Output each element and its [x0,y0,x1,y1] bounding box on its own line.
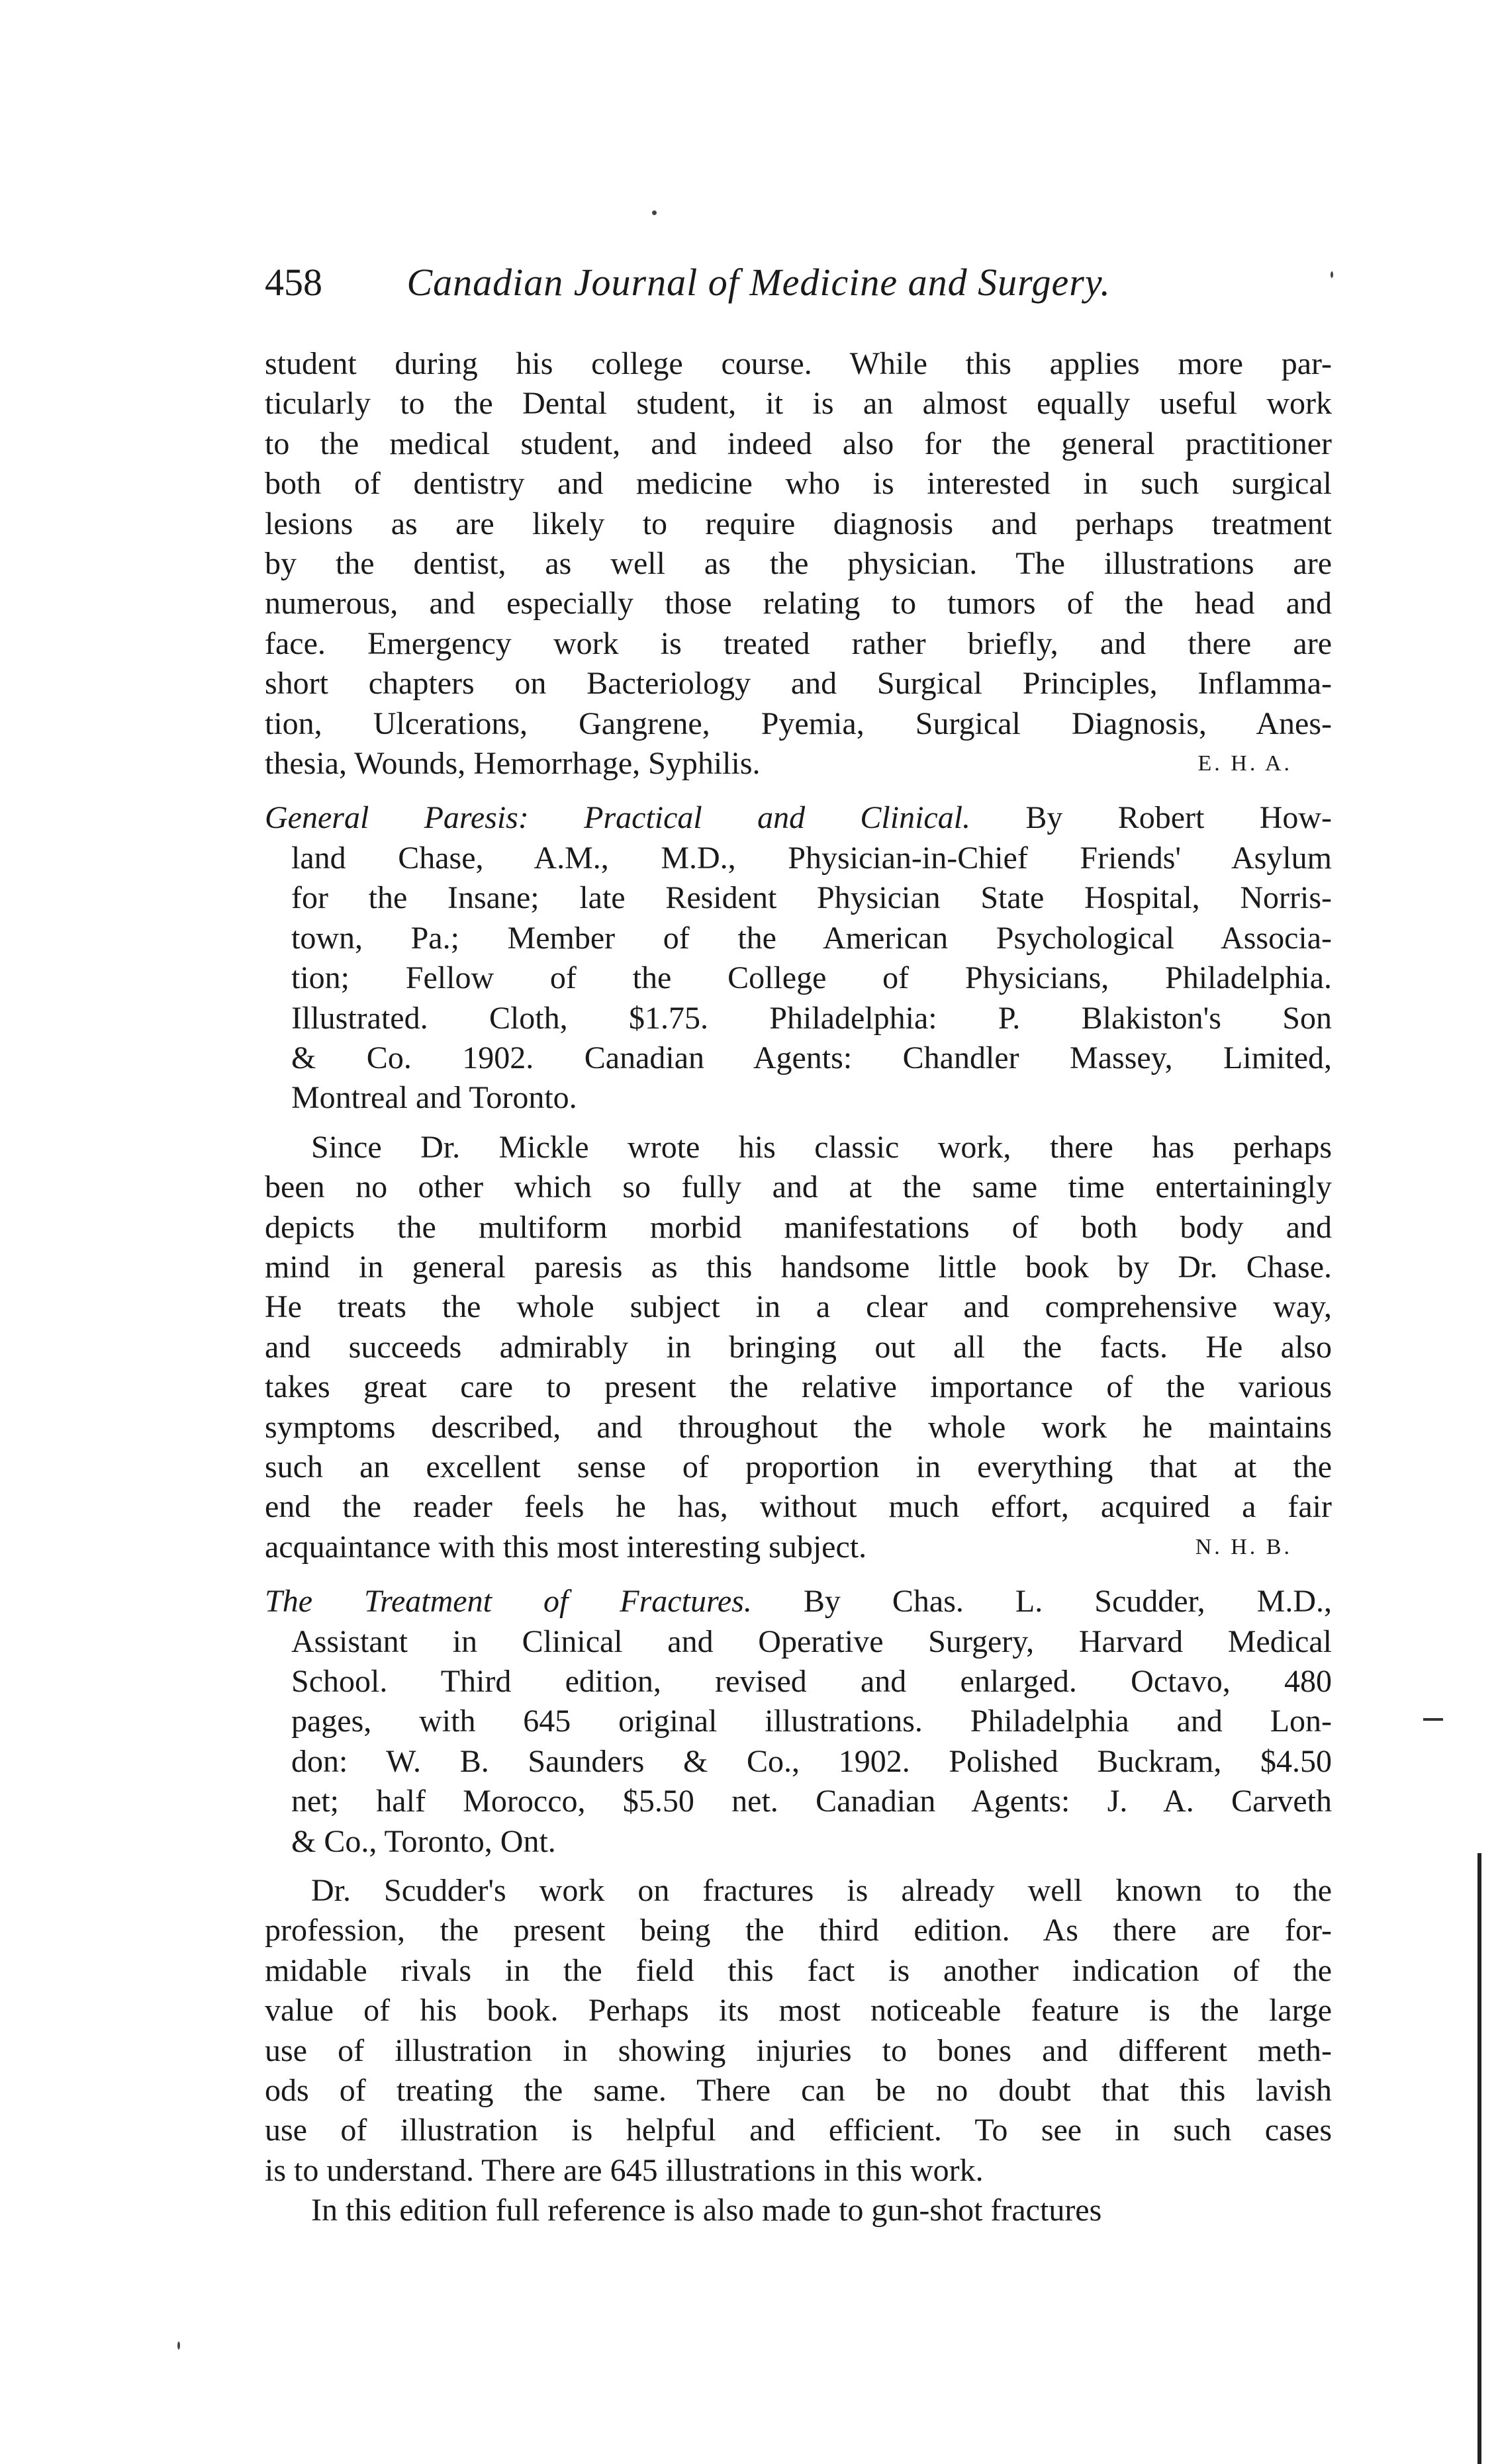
heading-line [265,1822,1332,1862]
heading-text: Assistant in Clinical and Operative Surgery, Harvard Medical [291,1623,1332,1659]
text-line: mind in general paresis as this handsome little book by Dr. Chase. [265,1249,1332,1285]
heading-line [265,999,1332,1038]
text-line: both of dentistry and medicine who is interested in such surgical [265,466,1332,502]
heading-line [265,878,1332,918]
ink-speck [177,2342,180,2350]
text-line: to the medical student, and indeed also for the general practitioner [265,426,1332,461]
heading-line [265,1662,1332,1702]
text-line: short chapters on Bacteriology and Surgical Principles, Inflamma- [265,666,1332,702]
heading-line [265,798,1332,838]
text-line: midable rivals in the field this fact is another indication of the [265,1952,1332,1988]
text-line: symptoms described, and throughout the whole work he maintains [265,1409,1332,1445]
text-line: use of illustration in showing injuries to bones and different meth- [265,2032,1332,2068]
review-body-treatment-of-fractures [265,1871,1332,2191]
heading-text: & Co., Toronto, Ont. [291,1823,556,1859]
ink-speck [652,210,657,215]
text-line: thesia, Wounds, Hemorrhage, Syphilis. E. H. A. [265,744,1332,784]
heading-text: & Co. 1902. Canadian Agents: Chandler Massey, Limited, [291,1040,1332,1075]
text-line: student during his college course. While this applies more par- [265,346,1332,381]
text-line: ticularly to the Dental student, it is an almost equally useful work [265,386,1332,422]
journal-title: Canadian Journal of Medicine and Surgery. [406,261,1111,304]
heading-text: By Chas. L. Scudder, M.D., [803,1584,1333,1620]
text-line: use of illustration is helpful and efficient. To see in such cases [265,2113,1332,2148]
text-line: acquaintance with this most interesting subject. N. H. B. [265,1528,1332,1567]
reviewer-initials: N. H. B. [1195,1534,1292,1559]
heading-line [265,958,1332,998]
review-heading-treatment-of-fractures [265,1582,1332,1862]
text-line: by the dentist, as well as the physician. The illustrations are [265,546,1332,582]
text-line: profession, the present being the third edition. As there are for- [265,1913,1332,1948]
running-head [265,259,1324,306]
margin-mark [1423,1718,1443,1721]
heading-text: Illustrated. Cloth, $1.75. Philadelphia: P. Blakiston's Son [291,1000,1332,1036]
heading-text: Montreal and Toronto. [291,1080,577,1116]
text-line: ods of treating the same. There can be no doubt that this lavish [265,2073,1332,2109]
text-line: value of his book. Perhaps its most noticeable feature is the large [265,1993,1332,2029]
text-line: such an excellent sense of proportion in everything that at the [265,1449,1332,1484]
heading-text: pages, with 645 original illustrations. Philadelphia and Lon- [291,1704,1332,1739]
text-line: end the reader feels he has, without much effort, acquired a fair [265,1489,1332,1525]
text-line: lesions as are likely to require diagnosis and perhaps treatment [265,506,1332,541]
text-line: numerous, and especially those relating to tumors of the head and [265,586,1332,621]
text-line: takes great care to present the relative importance of the various [265,1369,1332,1405]
heading-line [265,1702,1332,1741]
ink-speck [1331,271,1333,278]
heading-line [265,839,1332,878]
review-body-general-paresis [265,1128,1332,1567]
text-line: been no other which so fully and at the same time entertainingly [265,1169,1332,1205]
heading-line [265,1742,1332,1782]
text-line: and succeeds admirably in bringing out all the facts. He also [265,1329,1332,1365]
review-heading-general-paresis [265,798,1332,1118]
heading-text: tion; Fellow of the College of Physicians, Philadelphia. [291,960,1332,996]
heading-line [265,1622,1332,1662]
text-line: is to understand. There are 645 illustrations in this work. [265,2152,984,2188]
heading-line [265,1078,1332,1118]
heading-text: land Chase, A.M., M.D., Physician-in-Chief Friends' Asylum [291,840,1332,876]
heading-text: for the Insane; late Resident Physician State Hospital, Norris- [291,880,1332,916]
heading-text: School. Third edition, revised and enlarged. Octavo, 480 [291,1664,1332,1699]
heading-line [265,1782,1332,1821]
heading-text: By Robert How- [1025,800,1333,836]
text-line: Dr. Scudder's work on fractures is already well known to the [311,1873,1332,1909]
text-line: In this edition full reference is also made to gun-shot fractures [311,2193,1102,2228]
heading-line [265,1582,1332,1621]
heading-text: don: W. B. Saunders & Co., 1902. Polished Buckram, $4.50 [291,1743,1332,1779]
heading-text: town, Pa.; Member of the American Psychological Associa- [291,920,1332,956]
text-line: He treats the whole subject in a clear and comprehensive way, [265,1289,1332,1325]
reviewer-initials: E. H. A. [1197,751,1292,776]
text-line: face. Emergency work is treated rather briefly, and there are [265,625,1332,661]
book-title: General Paresis: Practical and Clinical. [265,800,971,836]
text-line: depicts the multiform morbid manifestations of both body and [265,1209,1332,1245]
heading-line [265,1038,1332,1078]
heading-line [265,919,1332,958]
binding-edge-rule [1477,1853,1481,2464]
text-line: tion, Ulcerations, Gangrene, Pyemia, Surgical Diagnosis, Anes- [265,706,1332,741]
continuation-paragraph [265,2191,1332,2230]
text-line: Since Dr. Mickle wrote his classic work, there has perhaps [311,1129,1332,1165]
intro-paragraph [265,344,1332,784]
page-content [265,344,1332,2231]
book-title: The Treatment of Fractures. [265,1584,752,1620]
heading-text: net; half Morocco, $5.50 net. Canadian Agents: J. A. Carveth [291,1784,1332,1819]
page-number: 458 [265,261,322,304]
